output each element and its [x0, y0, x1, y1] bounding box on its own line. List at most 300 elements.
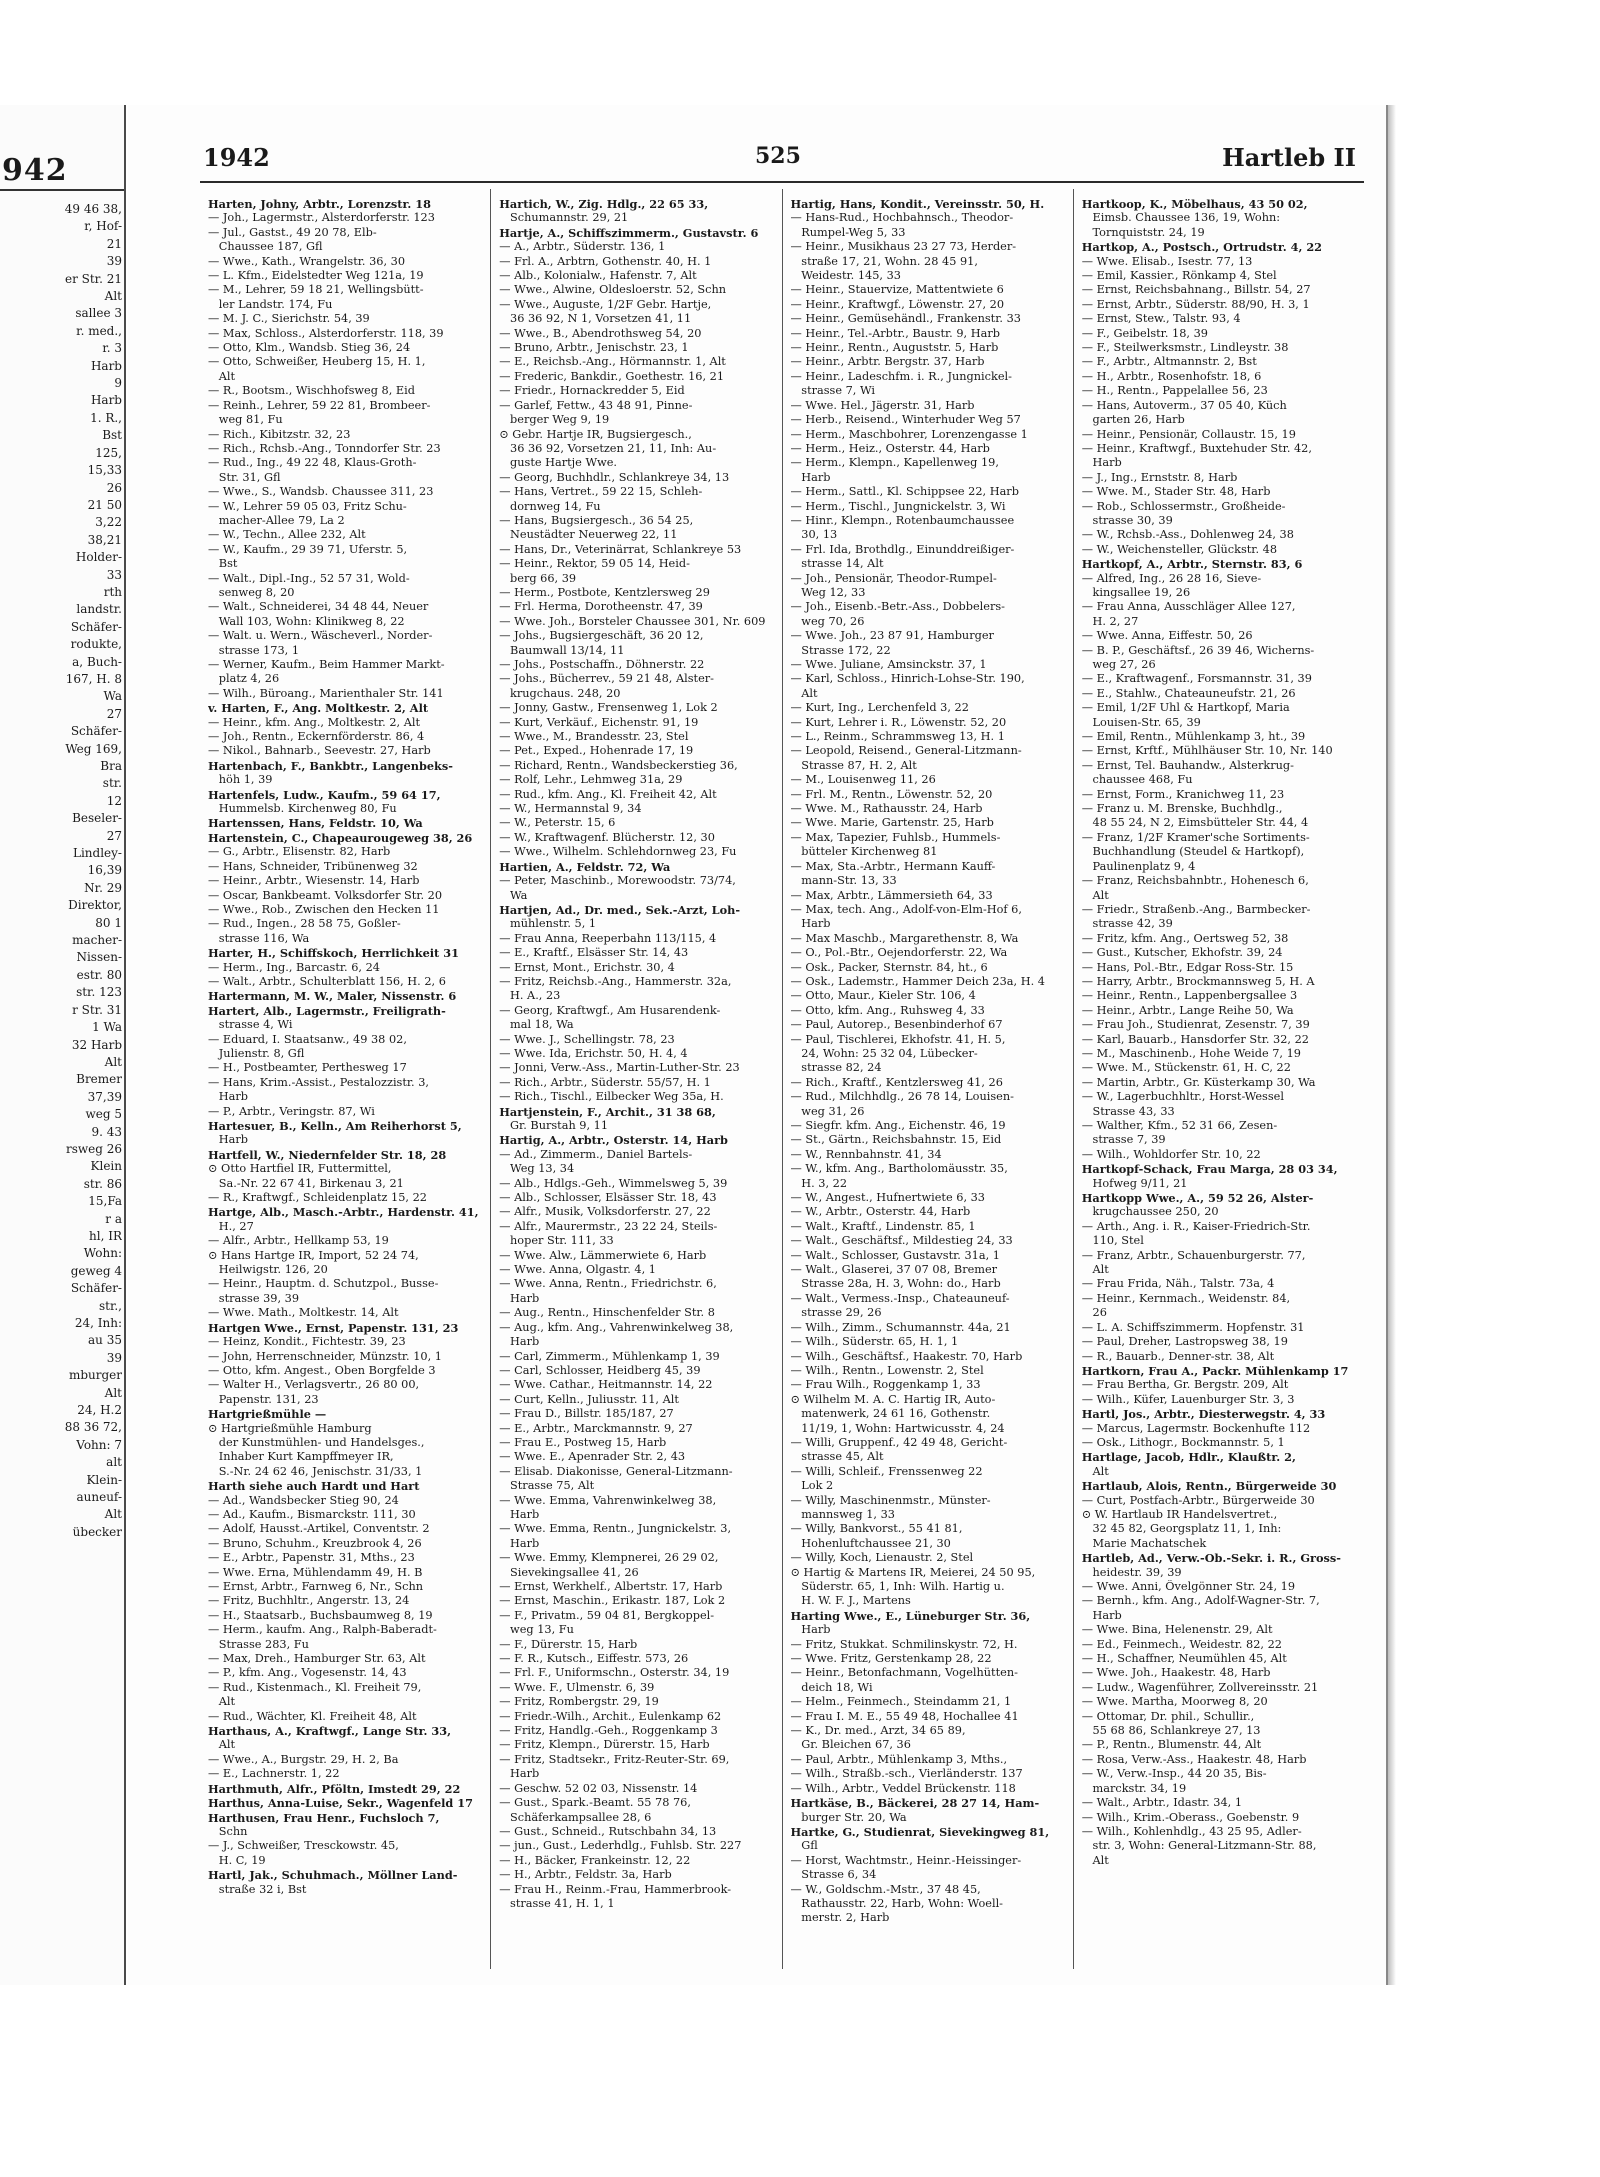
directory-entry-line: Hartlaub, Alois, Rentn., Bürgerweide 30: [1081, 1479, 1337, 1494]
previous-page-fragment: weg 5: [85, 1107, 122, 1122]
directory-entry-line: — Aug., kfm. Ang., Vahrenwinkelweg 38,: [499, 1320, 734, 1334]
directory-entry-line: — R., Kraftwgf., Schleidenplatz 15, 22: [208, 1191, 427, 1205]
directory-entry-line: Hohenluftchaussee 21, 30: [790, 1536, 951, 1550]
directory-entry-line: — Frl. Herma, Dorotheenstr. 47, 39: [499, 600, 703, 614]
directory-entry-line: — Curt, Postfach-Arbtr., Bürgerweide 30: [1081, 1493, 1315, 1507]
directory-entry-line: — Friedr.-Wilh., Archit., Eulenkamp 62: [499, 1709, 722, 1723]
directory-entry-line: — Rob., Schlossermstr., Großheide-: [1081, 499, 1286, 513]
directory-entry-line: — Frl. M., Rentn., Löwenstr. 52, 20: [790, 787, 993, 801]
directory-entry-line: — Wwe. Anni, Övelgönner Str. 24, 19: [1081, 1580, 1296, 1593]
directory-entry-line: — Wwe. J., Schellingstr. 78, 23: [499, 1032, 675, 1046]
directory-entry-line: — Emil, 1/2F Uhl & Hartkopf, Maria: [1081, 701, 1290, 715]
directory-entry-line: — Heinr., Hauptm. d. Schutzpol., Busse-: [208, 1277, 439, 1291]
directory-entry-line: — W., Verw.-Insp., 44 20 35, Bis-: [1081, 1767, 1267, 1781]
directory-entry-line: Harthusen, Frau Henr., Fuchsloch 7,: [208, 1810, 440, 1825]
directory-entry-line: Harb: [1081, 1608, 1122, 1622]
previous-page-fragment: 27: [106, 706, 122, 721]
directory-entry-line: — E., Kraftf., Elsässer Str. 14, 43: [499, 946, 689, 960]
directory-entry-line: Hartig, Hans, Kondit., Vereinsstr. 50, H.: [790, 197, 1045, 211]
directory-entry-line: ⊙ Gebr. Hartje IR, Bugsiergesch.,: [499, 427, 692, 441]
directory-entry-line: Harb: [1081, 456, 1122, 470]
directory-entry-line: — Joh., Rentn., Eckernförderstr. 86, 4: [208, 730, 425, 744]
directory-entry-line: Harb: [208, 1133, 248, 1147]
directory-entry-line: — M. J. C., Sierichstr. 54, 39: [208, 312, 370, 326]
directory-entry-line: — Heinr., Kraftwgf., Buxtehuder Str. 42,: [1081, 441, 1312, 455]
previous-page-fragment: rsweg 26: [65, 1141, 122, 1156]
directory-entry-line: Gr. Bleichen 67, 36: [790, 1738, 911, 1752]
previous-page-fragments: [2, 201, 122, 1541]
directory-entry-line: — Osk., Lademstr., Hammer Deich 23a, H. 4: [790, 974, 1045, 988]
directory-entry-line: — Jul., Gastst., 49 20 78, Elb-: [208, 225, 377, 239]
directory-entry-line: — Wwe. Juliane, Amsinckstr. 37, 1: [790, 658, 987, 671]
directory-entry-line: bütteler Kirchenweg 81: [790, 845, 938, 859]
directory-entry-line: Sievekingsallee 41, 26: [499, 1565, 639, 1579]
directory-entry-line: — Wwe. M., Stückenstr. 61, H. C, 22: [1081, 1061, 1291, 1075]
directory-entry-line: — W., Hermannstal 9, 34: [499, 802, 642, 816]
directory-entry-line: — Wwe. Joh., Borsteler Chaussee 301, Nr. 609: [499, 614, 766, 628]
previous-page-fragment: 125,: [95, 445, 122, 460]
directory-entry-line: — W., Lagerbuchhltr., Horst-Wessel: [1081, 1090, 1284, 1104]
directory-entry-line: — W., Kaufm., 29 39 71, Uferstr. 5,: [208, 542, 408, 556]
previous-page-fragment: 26: [106, 480, 122, 495]
directory-entry-line: Hartkopf-Schack, Frau Marga, 28 03 34,: [1081, 1162, 1338, 1177]
directory-entry-line: H. 2, 27: [1081, 614, 1139, 628]
directory-entry-line: — Alfr., Musik, Volksdorferstr. 27, 22: [499, 1205, 711, 1219]
directory-entry-line: 26: [1081, 1306, 1107, 1320]
previous-page-fragment: rth: [103, 584, 122, 599]
directory-entry-line: Harthus, Anna-Luise, Sekr., Wagenfeld 17: [208, 1796, 473, 1811]
directory-entry-line: hoper Str. 111, 33: [499, 1234, 614, 1248]
previous-page-fragment: Nissen-: [76, 950, 122, 965]
previous-page-fragment: 88 36 72,: [64, 1420, 122, 1435]
directory-entry-line: Hartenssen, Hans, Feldstr. 10, Wa: [208, 816, 423, 831]
previous-page-fragment: 1 Wa: [92, 1020, 122, 1035]
directory-entry-line: Chaussee 187, Gfl: [208, 240, 323, 254]
directory-entry-line: — E., Kraftwagenf., Forsmannstr. 31, 39: [1081, 672, 1312, 686]
directory-entry-line: Harter, H., Schiffskoch, Herrlichkeit 31: [208, 946, 459, 961]
directory-entry-line: Hartjenstein, F., Archit., 31 38 68,: [499, 1104, 716, 1119]
directory-entry-line: — Alb., Schlosser, Elsässer Str. 18, 43: [499, 1191, 717, 1205]
previous-page-fragment: Bremer: [76, 1072, 122, 1087]
directory-entry-line: Hartien, A., Feldstr. 72, Wa: [499, 859, 671, 874]
directory-entry-line: Hartke, G., Studienrat, Sievekingweg 81,: [790, 1824, 1050, 1839]
directory-entry-line: 36 36 92, Vorsetzen 21, 11, Inh: Au-: [499, 441, 717, 455]
directory-entry-line: merstr. 2, Harb: [790, 1911, 890, 1925]
directory-entry-line: — Herb., Reisend., Winterhuder Weg 57: [790, 413, 1021, 427]
directory-entry-line: — E., Arbtr., Marckmannstr. 9, 27: [499, 1421, 693, 1435]
directory-entry-line: — O., Pol.-Btr., Oejendorferstr. 22, Wa: [790, 946, 1008, 960]
previous-page-edge: [0, 105, 126, 1985]
previous-page-fragment: Beseler-: [72, 811, 122, 826]
directory-entry-line: — Frau Anna, Ausschläger Allee 127,: [1081, 600, 1296, 614]
directory-entry-line: — Kurt, Verkäuf., Eichenstr. 91, 19: [499, 715, 699, 729]
directory-entry-line: — Fritz, Stukkat. Schmilinskystr. 72, H.: [790, 1637, 1018, 1651]
directory-entry-line: — H., Bäcker, Frankeinstr. 12, 22: [499, 1853, 691, 1867]
directory-entry-line: weg 27, 26: [1081, 658, 1156, 671]
directory-entry-line: strasse 29, 26: [790, 1306, 882, 1320]
directory-entry-line: Alt: [790, 686, 818, 700]
directory-entry-line: kingsallee 19, 26: [1081, 585, 1191, 599]
directory-entry-line: — Karl, Schloss., Hinrich-Lohse-Str. 190,: [790, 672, 1025, 686]
directory-entry-line: — Frau Frida, Näh., Talstr. 73a, 4: [1081, 1277, 1275, 1291]
directory-entry-line: — Heinr., kfm. Ang., Moltkestr. 2, Alt: [208, 715, 421, 729]
directory-entry-line: — Wilh., Wohldorfer Str. 10, 22: [1081, 1147, 1261, 1161]
previous-page-fragment: hl, IR: [89, 1228, 122, 1243]
directory-entry-line: strasse 116, Wa: [208, 931, 310, 945]
directory-entry-line: — Friedr., Straßenb.-Ang., Barmbecker-: [1081, 902, 1311, 916]
directory-entry-line: — Heinr., Tel.-Arbtr., Baustr. 9, Harb: [790, 326, 1000, 340]
directory-entry-line: strasse 7, 39: [1081, 1133, 1166, 1147]
directory-entry-line: — Wilh., Geschäftsf., Haakestr. 70, Harb: [790, 1349, 1023, 1363]
directory-entry-line: — Frl. F., Uniformschn., Osterstr. 34, 19: [499, 1666, 730, 1680]
directory-entry-line: — Willy, Koch, Lienaustr. 2, Stel: [790, 1551, 974, 1565]
previous-page-fragment: rodukte,: [70, 637, 122, 652]
directory-entry-line: Tornquiststr. 24, 19: [1081, 225, 1205, 239]
directory-entry-line: — Hans, Dr., Veterinärrat, Schlankreye 53: [499, 542, 742, 556]
directory-entry-line: — Fritz, Buchhltr., Angerstr. 13, 24: [208, 1594, 410, 1608]
directory-entry-line: — Reinh., Lehrer, 59 22 81, Brombeer-: [208, 398, 431, 412]
directory-entry-line: — Joh., Lagermstr., Alsterdorferstr. 123: [208, 211, 435, 225]
previous-page-fragment: 16,39: [87, 863, 122, 878]
directory-entry-line: — Marcus, Lagermstr. Bockenhufte 112: [1081, 1421, 1311, 1435]
directory-entry-line: — H., Arbtr., Rosenhofstr. 18, 6: [1081, 369, 1262, 383]
directory-entry-line: Louisen-Str. 65, 39: [1081, 715, 1201, 729]
directory-entry-line: — W., Angest., Hufnertwiete 6, 33: [790, 1191, 985, 1205]
previous-page-fragment: 3,22: [95, 515, 122, 530]
directory-entry-line: Hartl, Jak., Schuhmach., Möllner Land-: [208, 1868, 458, 1883]
previous-page-fragment: str. 86: [83, 1176, 122, 1191]
directory-entry-line: — W., Techn., Allee 232, Alt: [208, 528, 366, 542]
directory-entry-line: — Alb., Hdlgs.-Geh., Wimmelsweg 5, 39: [499, 1176, 728, 1190]
directory-entry-line: — Bruno, Arbtr., Jenischstr. 23, 1: [499, 341, 689, 355]
directory-entry-line: — Wwe. M., Stader Str. 48, Harb: [1081, 485, 1271, 499]
directory-entry-line: — Heinr., Gemüsehändl., Frankenstr. 33: [790, 312, 1021, 326]
directory-entry-line: — E., Lachnerstr. 1, 22: [208, 1767, 340, 1781]
directory-entry-line: — Wwe., S., Wandsb. Chaussee 311, 23: [208, 485, 434, 499]
directory-entry-line: dornweg 14, Fu: [499, 499, 601, 513]
directory-entry-line: — F., Dürerstr. 15, Harb: [499, 1637, 638, 1651]
page-header: [128, 143, 1386, 179]
directory-columns: [200, 189, 1364, 1969]
directory-entry-line: — Bernh., kfm. Ang., Adolf-Wagner-Str. 7,: [1081, 1594, 1320, 1608]
directory-entry-line: — Rich., Arbtr., Süderstr. 55/57, H. 1: [499, 1075, 711, 1089]
previous-page-fragment: 12: [106, 793, 122, 808]
directory-entry-line: H. 3, 22: [790, 1176, 848, 1190]
directory-entry-line: — Wwe. F., Ulmenstr. 6, 39: [499, 1680, 655, 1694]
directory-entry-line: — Wwe. Anna, Rentn., Friedrichstr. 6,: [499, 1277, 717, 1291]
directory-entry-line: — W., Rchsb.-Ass., Dohlenweg 24, 38: [1081, 528, 1294, 542]
directory-entry-line: strasse 42, 39: [1081, 917, 1173, 931]
directory-entry-line: — Wwe. Hel., Jägerstr. 31, Harb: [790, 398, 975, 412]
directory-entry-line: — Gust., Spark.-Beamt. 55 78 76,: [499, 1796, 691, 1810]
directory-entry-line: — P., Arbtr., Veringstr. 87, Wi: [208, 1104, 375, 1118]
directory-entry-line: — Wilh., Rentn., Lowenstr. 2, Stel: [790, 1363, 984, 1377]
directory-entry-line: — Otto, kfm. Ang., Ruhsweg 4, 33: [790, 1003, 985, 1017]
previous-page-fragment: a, Buch-: [72, 654, 122, 669]
previous-page-fragment: 38,21: [87, 532, 122, 547]
previous-page-fragment: 39: [106, 254, 122, 269]
directory-entry-line: — Leopold, Reisend., General-Litzmann-: [790, 744, 1022, 758]
directory-entry-line: — Curt, Kelln., Juliusstr. 11, Alt: [499, 1392, 679, 1406]
previous-page-fragment: Alt: [104, 1507, 122, 1522]
directory-entry-line: — Ernst, Tel. Bauhandw., Alsterkrug-: [1081, 758, 1294, 772]
previous-page-fragment: Bra: [100, 759, 122, 773]
directory-entry-line: H. W. F. J., Martens: [790, 1594, 911, 1608]
directory-entry-line: — Heinr., Kraftwgf., Löwenstr. 27, 20: [790, 297, 1005, 311]
previous-page-fragment: Bst: [102, 428, 122, 443]
directory-entry-line: strasse 82, 24: [790, 1061, 882, 1075]
directory-entry-line: — Joh., Pensionär, Theodor-Rumpel-: [790, 571, 997, 585]
directory-entry-line: — Herm., kaufm. Ang., Ralph-Baberadt-: [208, 1623, 437, 1637]
directory-entry-line: — Kurt, Lehrer i. R., Löwenstr. 52, 20: [790, 715, 1007, 729]
previous-page-fragment: Direktor,: [68, 898, 122, 913]
directory-entry-line: — Hans, Krim.-Assist., Pestalozzistr. 3,: [208, 1075, 430, 1089]
directory-entry-line: — Alfr., Maurermstr., 23 22 24, Steils-: [499, 1219, 718, 1233]
directory-entry-line: — W., Arbtr., Osterstr. 44, Harb: [790, 1205, 971, 1219]
directory-entry-line: Hartenfels, Ludw., Kaufm., 59 64 17,: [208, 787, 441, 802]
directory-entry-line: strasse 45, Alt: [790, 1450, 884, 1464]
directory-entry-line: Hartkoop, K., Möbelhaus, 43 50 02,: [1081, 197, 1308, 211]
directory-entry-line: berger Weg 9, 19: [499, 413, 610, 427]
previous-page-fragment: er Str. 21: [64, 271, 122, 286]
directory-entry-line: — M., Louisenweg 11, 26: [790, 773, 936, 787]
directory-entry-line: — Wwe., B., Abendrothsweg 54, 20: [499, 326, 702, 340]
directory-entry-line: — W., Peterstr. 15, 6: [499, 816, 616, 830]
directory-entry-line: H., 27: [208, 1219, 254, 1233]
directory-entry-line: — Wwe. Elisab., Isestr. 77, 13: [1081, 254, 1253, 268]
directory-entry-line: — Ernst, Mont., Erichstr. 30, 4: [499, 960, 675, 974]
directory-entry-line: — Ernst, Arbtr., Farnweg 6, Nr., Schn: [208, 1580, 424, 1593]
directory-entry-line: — Martin, Arbtr., Gr. Küsterkamp 30, Wa: [1081, 1075, 1316, 1089]
directory-entry-line: strasse 7, Wi: [790, 384, 876, 398]
directory-entry-line: — Herm., Maschbohrer, Lorenzengasse 1: [790, 427, 1028, 441]
directory-entry-line: Harb: [790, 470, 831, 484]
directory-entry-line: Harthaus, A., Kraftwgf., Lange Str. 33,: [208, 1724, 452, 1739]
directory-entry-line: ⊙ Hartig & Martens IR, Meierei, 24 50 95,: [790, 1565, 1036, 1579]
directory-entry-line: — Rud., Milchhdlg., 26 78 14, Louisen-: [790, 1090, 1014, 1104]
previous-page-fragment: Holder-: [75, 550, 122, 565]
directory-entry-line: burger Str. 20, Wa: [790, 1810, 907, 1824]
directory-entry-line: strasse 4, Wi: [208, 1018, 293, 1032]
directory-entry-line: 48 55 24, N 2, Eimsbütteler Str. 44, 4: [1081, 816, 1309, 830]
directory-entry-line: — Frl. A., Arbtrn, Gothenstr. 40, H. 1: [499, 254, 712, 268]
previous-page-fragment: 24, Inh:: [74, 1316, 122, 1330]
directory-entry-line: Hartesuer, B., Kelln., Am Reiherhorst 5,: [208, 1119, 462, 1133]
directory-entry-line: — Wilh., Arbtr., Veddel Brückenstr. 118: [790, 1781, 1016, 1795]
directory-entry-line: — Fritz, Stadtsekr., Fritz-Reuter-Str. 69,: [499, 1752, 730, 1766]
directory-entry-line: Rathausstr. 22, Harb, Wohn: Woell-: [790, 1896, 1003, 1910]
directory-entry-line: Harb: [790, 917, 831, 931]
directory-entry-line: — R., Bootsm., Wischhofsweg 8, Eid: [208, 384, 416, 398]
previous-page-fragment: 1. R.,: [90, 410, 122, 425]
directory-entry-line: — W., kfm. Ang., Bartholomäusstr. 35,: [790, 1162, 1008, 1176]
directory-entry-line: ⊙ Hartgrießmühle Hamburg: [208, 1421, 372, 1435]
directory-entry-line: weg 13, Fu: [499, 1623, 574, 1637]
directory-entry-line: — Johs., Postschaffn., Döhnerstr. 22: [499, 658, 705, 671]
directory-entry-line: Hartfell, W., Niedernfelder Str. 18, 28: [208, 1147, 447, 1162]
directory-entry-line: — Ernst, Maschin., Erikastr. 187, Lok 2: [499, 1594, 726, 1608]
previous-page-fragment: alt: [106, 1455, 122, 1470]
directory-entry-line: — Johs., Bücherrev., 59 21 48, Alster-: [499, 672, 714, 686]
directory-page: [128, 105, 1388, 1985]
directory-entry-line: Sa.-Nr. 22 67 41, Birkenau 3, 21: [208, 1176, 404, 1190]
directory-entry-line: — Heinr., Stauervize, Mattentwiete 6: [790, 283, 1004, 297]
directory-entry-line: Wa: [499, 888, 528, 902]
directory-entry-line: — Walt. u. Wern., Wäscheverl., Norder-: [208, 629, 433, 643]
directory-entry-line: — Frau I. M. E., 55 49 48, Hochallee 41: [790, 1709, 1019, 1723]
directory-entry-line: Harth siehe auch Hardt und Hart: [208, 1479, 420, 1494]
directory-entry-line: — Wwe., Kath., Wrangelstr. 36, 30: [208, 254, 406, 268]
directory-entry-line: Str. 31, Gfl: [208, 470, 281, 484]
directory-entry-line: Hartje, A., Schiffszimmerm., Gustavstr. 6: [499, 225, 759, 240]
directory-entry-line: — W., Rennbahnstr. 41, 34: [790, 1147, 942, 1161]
directory-entry-line: — Walt., Geschäftsf., Mildestieg 24, 33: [790, 1234, 1013, 1248]
directory-entry-line: — Herm., Klempn., Kapellenweg 19,: [790, 456, 999, 470]
directory-entry-line: Harb: [790, 1623, 831, 1637]
directory-entry-line: — Wwe. Emmy, Klempnerei, 26 29 02,: [499, 1551, 719, 1565]
directory-entry-line: — Wwe. Math., Moltkestr. 14, Alt: [208, 1306, 399, 1320]
directory-entry-line: — Friedr., Hornackredder 5, Eid: [499, 384, 685, 398]
directory-entry-line: — R., Bauarb., Denner-str. 38, Alt: [1081, 1349, 1275, 1363]
directory-entry-line: — Ernst, Stew., Talstr. 93, 4: [1081, 312, 1241, 326]
previous-page-fragment: geweg 4: [70, 1263, 122, 1278]
directory-entry-line: — Franz u. M. Brenske, Buchhdlg.,: [1081, 802, 1283, 816]
directory-entry-line: — Heinr., Rentn., Auguststr. 5, Harb: [790, 341, 999, 355]
directory-entry-line: mannsweg 1, 33: [790, 1507, 895, 1521]
directory-entry-line: — Heinr., Arbtr., Wiesenstr. 14, Harb: [208, 874, 420, 888]
directory-entry-line: — Wwe., A., Burgstr. 29, H. 2, Ba: [208, 1752, 399, 1766]
directory-entry-line: Hartermann, M. W., Maler, Nissenstr. 6: [208, 989, 457, 1004]
directory-entry-line: — Wwe. E., Apenrader Str. 2, 43: [499, 1450, 686, 1464]
directory-entry-line: — Wwe. Marie, Gartenstr. 25, Harb: [790, 816, 994, 830]
directory-entry-line: Alt: [1081, 1263, 1109, 1277]
directory-entry-line: Hummelsb. Kirchenweg 80, Fu: [208, 802, 397, 816]
previous-page-fragment: Harb: [90, 358, 122, 373]
directory-entry-line: — W., Kraftwagenf. Blücherstr. 12, 30: [499, 830, 715, 844]
directory-entry-line: Harting Wwe., E., Lüneburger Str. 36,: [790, 1608, 1031, 1623]
directory-entry-line: — Carl, Schlosser, Heidberg 45, 39: [499, 1363, 701, 1377]
directory-entry-line: Rumpel-Weg 5, 33: [790, 225, 906, 239]
directory-entry-line: garten 26, Harb: [1081, 413, 1185, 427]
directory-entry-line: — Fritz, Reichsb.-Ang., Hammerstr. 32a,: [499, 974, 732, 988]
directory-entry-line: — Franz, Arbtr., Schauenburgerstr. 77,: [1081, 1248, 1306, 1262]
directory-entry-line: matenwerk, 24 61 16, Gothenstr.: [790, 1407, 991, 1421]
directory-entry-line: Harb: [499, 1536, 540, 1550]
directory-entry-line: strasse 173, 1: [208, 643, 300, 657]
directory-entry-line: — F., Geibelstr. 18, 39: [1081, 326, 1208, 340]
directory-entry-line: — Otto, Schweißer, Heuberg 15, H. 1,: [208, 355, 426, 369]
directory-entry-line: — Georg, Kraftwgf., Am Husarendenk-: [499, 1003, 721, 1017]
directory-entry-line: Hartkorn, Frau A., Packr. Mühlenkamp 17: [1081, 1363, 1349, 1378]
directory-entry-line: strasse 14, Alt: [790, 557, 884, 571]
directory-entry-line: — Hans, Vertret., 59 22 15, Schleh-: [499, 485, 703, 499]
directory-entry-line: 30, 13: [790, 528, 838, 542]
previous-page-fragment: landstr.: [76, 602, 122, 617]
directory-entry-line: — Frau Bertha, Gr. Bergstr. 209, Alt: [1081, 1378, 1289, 1392]
previous-page-fragment: Alt: [104, 289, 122, 304]
directory-entry-line: Strasse 75, Alt: [499, 1479, 595, 1493]
directory-entry-line: — J., Schweißer, Tresckowstr. 45,: [208, 1839, 399, 1853]
directory-entry-line: — Heinr., Rektor, 59 05 14, Heid-: [499, 557, 690, 571]
directory-entry-line: — Franz, 1/2F Kramer'sche Sortiments-: [1081, 830, 1310, 844]
directory-entry-line: Süderstr. 65, 1, Inh: Wilh. Hartig u.: [790, 1580, 1005, 1593]
directory-entry-line: — H., Postbeamter, Perthesweg 17: [208, 1061, 407, 1075]
directory-entry-line: — Heinr., Arbtr., Lange Reihe 50, Wa: [1081, 1003, 1294, 1017]
directory-entry-line: Hartkopf, A., Arbtr., Sternstr. 83, 6: [1081, 557, 1303, 572]
directory-entry-line: — Paul, Arbtr., Mühlenkamp 3, Mths.,: [790, 1752, 1008, 1766]
directory-entry-line: — Walt., Dipl.-Ing., 52 57 31, Wold-: [208, 571, 410, 585]
directory-entry-line: strasse 41, H. 1, 1: [499, 1896, 615, 1910]
directory-entry-line: — P., kfm. Ang., Vogesenstr. 14, 43: [208, 1666, 407, 1680]
directory-entry-line: Paulinenplatz 9, 4: [1081, 859, 1196, 873]
directory-entry-line: Wall 103, Wohn: Klinikweg 8, 22: [208, 614, 405, 628]
previous-page-fragment: Schäfer-: [70, 724, 122, 739]
directory-entry-line: — Emil, Kassier., Rönkamp 4, Stel: [1081, 269, 1277, 283]
directory-entry-line: — Max Maschb., Margarethenstr. 8, Wa: [790, 931, 1019, 945]
directory-entry-line: — F. R., Kutsch., Eiffestr. 573, 26: [499, 1652, 689, 1666]
directory-entry-line: — Paul, Tischlerei, Ekhofstr. 41, H. 5,: [790, 1032, 1006, 1046]
directory-entry-line: — Horst, Wachtmstr., Heinr.-Heissinger-: [790, 1853, 1022, 1867]
previous-page-fragment: r. med.,: [76, 323, 122, 338]
directory-entry-line: — Hans, Autoverm., 37 05 40, Küch: [1081, 398, 1287, 412]
directory-entry-line: — H., Schaffner, Neumühlen 45, Alt: [1081, 1652, 1287, 1666]
directory-entry-line: — Ad., Kaufm., Bismarckstr. 111, 30: [208, 1507, 416, 1521]
directory-entry-line: — Rud., Wächter, Kl. Freiheit 48, Alt: [208, 1709, 417, 1723]
previous-page-fragment: str.: [102, 776, 122, 791]
previous-page-fragment: r a: [105, 1211, 122, 1226]
directory-entry-line: — Aug., Rentn., Hinschenfelder Str. 8: [499, 1306, 715, 1320]
directory-entry-line: — St., Gärtn., Reichsbahnstr. 15, Eid: [790, 1133, 1002, 1147]
directory-entry-line: chaussee 468, Fu: [1081, 773, 1193, 787]
directory-entry-line: — E., Reichsb.-Ang., Hörmannstr. 1, Alt: [499, 355, 726, 369]
directory-entry-line: — Frau Joh., Studienrat, Zesenstr. 7, 39: [1081, 1018, 1310, 1032]
previous-page-fragment: 32 Harb: [71, 1037, 122, 1052]
directory-entry-line: — Oscar, Bankbeamt. Volksdorfer Str. 20: [208, 888, 443, 902]
directory-entry-line: — Heinr., Musikhaus 23 27 73, Herder-: [790, 240, 1017, 254]
directory-entry-line: — Joh., Eisenb.-Betr.-Ass., Dobbelers-: [790, 600, 1005, 614]
directory-entry-line: — Frau Wilh., Roggenkamp 1, 33: [790, 1378, 981, 1392]
directory-entry-line: Inhaber Kurt Kampffmeyer IR,: [208, 1450, 394, 1464]
directory-entry-line: — Hans, Bugsiergesch., 36 54 25,: [499, 513, 694, 527]
header-year: 1942: [203, 143, 270, 172]
directory-entry-line: — John, Herrenschneider, Münzstr. 10, 1: [208, 1349, 442, 1363]
directory-entry-line: mal 18, Wa: [499, 1018, 574, 1032]
directory-entry-line: — Wwe. Emma, Vahrenwinkelweg 38,: [499, 1493, 717, 1507]
directory-entry-line: Alt: [208, 369, 236, 383]
directory-entry-line: — Frau H., Reinm.-Frau, Hammerbrook-: [499, 1882, 732, 1896]
directory-entry-line: — Ernst, Form., Kranichweg 11, 23: [1081, 787, 1285, 801]
directory-entry-line: ⊙ Wilhelm M. A. C. Hartig IR, Auto-: [790, 1392, 996, 1406]
previous-page-fragment: r, Hof-: [84, 219, 122, 234]
directory-entry-line: Hartjen, Ad., Dr. med., Sek.-Arzt, Loh-: [499, 902, 741, 917]
directory-entry-line: — Fritz, kfm. Ang., Oertsweg 52, 38: [1081, 931, 1289, 945]
directory-entry-line: — Wwe. Anna, Olgastr. 4, 1: [499, 1263, 656, 1277]
directory-entry-line: 55 68 86, Schlankreye 27, 13: [1081, 1724, 1261, 1738]
directory-entry-line: straße 17, 21, Wohn. 28 45 91,: [790, 254, 978, 268]
directory-entry-line: — E., Arbtr., Papenstr. 31, Mths., 23: [208, 1551, 415, 1565]
directory-entry-line: senweg 8, 20: [208, 585, 295, 599]
directory-entry-line: Strasse 6, 34: [790, 1868, 877, 1882]
directory-entry-line: — Wwe. Alw., Lämmerwiete 6, Harb: [499, 1248, 707, 1262]
directory-entry-line: — H., Staatsarb., Buchsbaumweg 8, 19: [208, 1608, 433, 1622]
previous-page-year: 942: [2, 153, 68, 188]
directory-entry-line: — Garlef, Fettw., 43 48 91, Pinne-: [499, 398, 693, 412]
directory-entry-line: — Jonni, Verw.-Ass., Martin-Luther-Str. 23: [499, 1061, 740, 1075]
directory-entry-line: Harb: [499, 1507, 540, 1521]
directory-entry-line: — Walt., Schneiderei, 34 48 44, Neuer: [208, 600, 429, 614]
directory-entry-line: — Ernst, Reichsbahnang., Billstr. 54, 27: [1081, 283, 1311, 297]
previous-page-fragment: 9. 43: [91, 1124, 122, 1139]
